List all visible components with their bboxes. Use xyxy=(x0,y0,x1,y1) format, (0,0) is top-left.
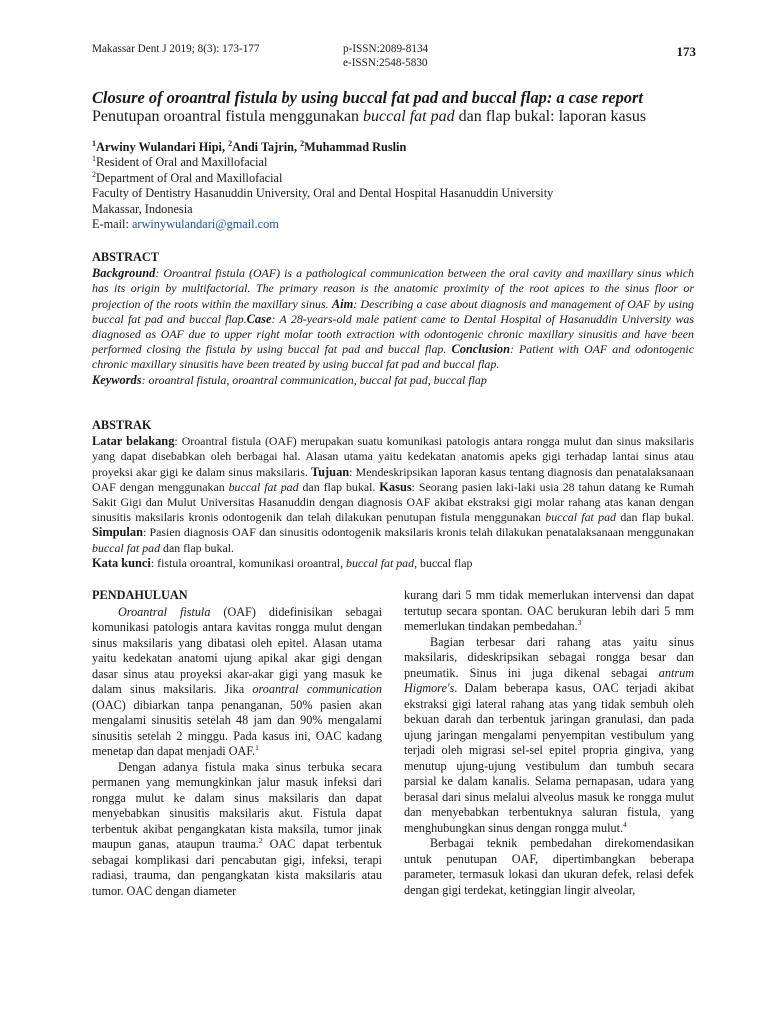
paragraph-1: Oroantral fistula (OAF) didefinisikan sebagai komunikasi patologis antara kavitas rongga mulut dengan sinus maksilaris yang dibatasi oleh epitel. Alasan utama yaitu kedekatan anatomi ujung apikal akar gigi dengan dasar sinus atau proyeksi akar-akar gigi yang masuk ke dalam sinus maksilaris. Jika oroantral communication (OAC) dibiarkan tanpa penanganan, 50% pasien akan mengalami sinusitis setelah 48 jam dan 90% mengalami sinusitis setelah 2 minggu. Pada kasus ini, OAC kadang menetap dan dapat menjadi OAF.$^1$ xyxy=(92,604,382,758)
body-column-right xyxy=(404,588,694,898)
author-block xyxy=(92,140,702,232)
faculty: Faculty of Dentistry Hasanuddin University, Oral and Dental Hospital Hasanuddin University xyxy=(92,186,554,201)
abstrak-heading: ABSTRAK xyxy=(92,418,152,432)
issn-block xyxy=(343,42,428,70)
affiliation-2: $^2$Department of Oral and Maxillofacial xyxy=(92,169,283,185)
paragraph-5: Berbagai teknik pembedahan direkomendasikan untuk penutupan OAF, dipertimbangkan beberapa parameter, termasuk lokasi dan ukuran defek, relasi defek dengan gigi terdekat, ketinggian lingir alveolar, xyxy=(404,836,694,897)
abstract-english xyxy=(92,250,694,388)
body-column-left xyxy=(92,588,382,899)
journal-citation: Makassar Dent J 2019; 8(3): 173-177 xyxy=(92,43,260,55)
affiliation-1: $^1$Resident of Oral and Maxillofacial xyxy=(92,154,268,170)
author-names: $^1$Arwiny Wulandari Hipi, $^2$Andi Tajrin, $^2$Muhammad Ruslin xyxy=(92,138,407,154)
abstract-keywords: Keywords: oroantral fistula, oroantral communication, buccal fat pad, buccal flap xyxy=(92,372,487,387)
abstract-body: Background: Oroantral fistula (OAF) is a pathological communication between the oral cavity and maxillary sinus which has its origin by multifactorial. The primary reason is the anatomic proximity of the root apices to the sinus floor or projection of the roots within the maxillary sinus. Aim: Describing a case about diagnosis and management of OAF by using buccal fat pad and buccal flap.Case: A 28-years-old male patient came to Dental Hospital of Hasanuddin University was diagnosed as OAF due to upper right molar tooth extraction with odontogenic chronic maxillary sinusitis and have been performed closing the fistula by using buccal fat pad and buccal flap. Conclusion: Patient with OAF and odontogenic chronic maxillary sinusitis have been treated by using buccal fat pad and buccal flap. xyxy=(92,266,695,372)
page-number: 173 xyxy=(676,44,696,59)
p-issn: p-ISSN:2089-8134 xyxy=(343,43,429,55)
abstrak-keywords: Kata kunci: fistula oroantral, komunikasi oroantral, buccal fat pad, buccal flap xyxy=(92,555,473,570)
paragraph-4: Bagian terbesar dari rahang atas yaitu sinus maksilaris, dideskripsikan sebagai rongga besar dan pneumatik. Sinus ini juga dikenal sebagai antrum Higmore's. Dalam beberapa kasus, OAC terjadi akibat ekstraksi gigi lateral rahang atas yang tidak sembuh oleh bekuan darah dan terbentuk jaringan granulasi, dan pada ujung jaringan mengalami penyempitan vestibulum yang terjadi oleh migrasi sel-sel epitel propria gingiva, yang menutup ujung-ujung vestibulum dan tumbuh secara parsial ke dalam kanalis. Selama pernapasan, udara yang berasal dari sinus melalui alveolus masuk ke rongga mulut dan menyebabkan terbentuknya saluran fistula, yang menghubungkan sinus dengan rongga mulut.$^4$ xyxy=(404,634,694,835)
abstract-heading: ABSTRACT xyxy=(92,250,159,264)
article-title-english: Closure of oroantral fistula by using buccal fat pad and buccal flap: a case report xyxy=(92,88,643,107)
paragraph-3: kurang dari 5 mm tidak memerlukan intervensi dan dapat tertutup secara spontan. OAC berukuran lebih dari 5 mm memerlukan tindakan pembedahan.$^3$ xyxy=(404,588,694,633)
paragraph-2: Dengan adanya fistula maka sinus terbuka secara permanen yang memungkinkan jalur masuk infeksi dari rongga mulut ke dalam sinus maksilaris dan dapat menyebabkan sinusitis maksilaris akut. Fistula dapat terbentuk akibat pengangkatan kista maksila, tumor jinak maupun ganas, ataupun trauma.$^2$ OAC dapat terbentuk sebagai komplikasi dari pencabutan gigi, infeksi, terapi radiasi, trauma, dan pengangkatan kista maksilaris atau tumor. OAC dengan diameter xyxy=(92,759,382,898)
e-issn: e-ISSN:2548-5830 xyxy=(343,57,428,69)
email-link[interactable]: arwinywulandari@gmail.com xyxy=(131,217,279,232)
abstract-indonesian xyxy=(92,418,694,571)
city: Makassar, Indonesia xyxy=(92,201,193,216)
abstrak-body: Latar belakang: Oroantral fistula (OAF) merupakan suatu komunikasi patologis antara rongga mulut dan sinus maksilaris yang dapat disebabkan oleh berbagai hal. Alasan utama yaitu kedekatan anatomis apeks gigi terhadap lantai sinus atau proyeksi akar gigi ke dalam sinus maksilaris. Tujuan: Mendeskripsikan laporan kasus tentang diagnosis dan penatalaksanaan OAF dengan menggunakan buccal fat pad dan flap bukal. Kasus: Seorang pasien laki-laki usia 28 tahun datang ke Rumah Sakit Gigi dan Mulut Universitas Hasanuddin dengan diagnosis OAF akibat ekstraksi gigi molar rahang atas kanan dengan sinusitis maksilaris kronis odontogenik dan telah dilakukan penutupan fistula menggunakan buccal fat pad dan flap bukal. Simpulan: Pasien diagnosis OAF dan sinusitis odontogenik maksilaris kronis telah dilakukan penatalaksanaan menggunakan buccal fat pad dan flap bukal. xyxy=(92,434,694,555)
section-heading-pendahuluan: PENDAHULUAN xyxy=(92,588,188,602)
email-line: E-mail: arwinywulandari@gmail.com xyxy=(92,217,279,232)
article-title-indonesian: Penutupan oroantral fistula menggunakan buccal fat pad dan flap bukal: laporan kasus xyxy=(92,108,647,125)
